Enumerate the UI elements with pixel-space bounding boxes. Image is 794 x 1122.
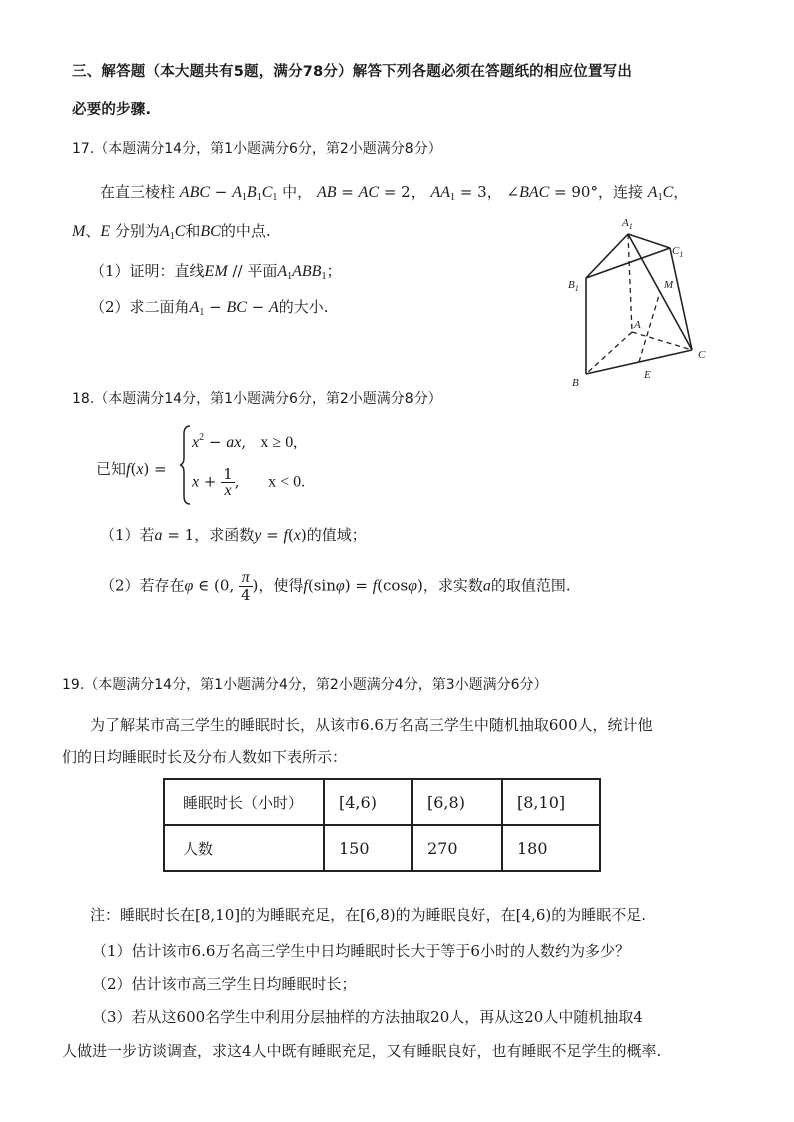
q17-number: 17.	[72, 141, 95, 157]
piecewise-case1: $x^2$ − ax, x ≥ 0,	[192, 432, 298, 451]
sleep-table	[163, 778, 601, 872]
table-cell: [8,10]	[502, 779, 600, 825]
edge-AB-hidden	[586, 332, 632, 374]
table-cell: 睡眠时长（小时）	[164, 779, 324, 825]
q18-number: 18.	[72, 391, 95, 407]
q19-number: 19.	[62, 677, 85, 693]
q17-intro-line2: M、E 分别为$A_1C$和BC的中点.	[72, 222, 271, 242]
label-B: B	[572, 377, 579, 389]
table-cell: [6,8)	[412, 779, 502, 825]
label-M: M	[664, 279, 674, 291]
table-cell: 180	[502, 825, 600, 871]
q18-score: （本题满分14分，第1小题满分6分，第2小题满分8分）	[94, 391, 442, 407]
q17-score: （本题满分14分，第1小题满分6分，第2小题满分8分）	[94, 141, 442, 157]
segment-EM-hidden	[639, 292, 660, 362]
label-A: A	[634, 319, 641, 331]
piecewise-brace	[180, 424, 192, 506]
q18-part1: （1）若a = 1，求函数y = f(x)的值域；	[100, 526, 367, 544]
q19-part3-cont: 人做进一步访谈调查，求这4人中既有睡眠充足，又有睡眠良好，也有睡眠不足学生的概率.	[62, 1042, 662, 1060]
q19-part3: （3）若从这600名学生中利用分层抽样的方法抽取20人，再从这20人中随机抽取4	[92, 1008, 643, 1026]
table-row	[164, 825, 600, 871]
edge-A1A-hidden	[628, 234, 632, 332]
q18-header	[72, 388, 442, 408]
q17-part2: （2）求二面角$A_1$ − BC − A的大小.	[90, 298, 329, 318]
label-C: C	[698, 349, 706, 361]
label-A1: $A_1$	[622, 217, 633, 231]
edge-B1C1	[586, 248, 670, 278]
piecewise-case2: x + $\frac{1}{x}$ , x < 0.	[192, 465, 306, 499]
table-cell: 150	[324, 825, 412, 871]
label-E: E	[644, 369, 651, 381]
q19-part1: （1）估计该市6.6万名高三学生中日均睡眠时长大于等于6小时的人数约为多少？	[92, 942, 630, 960]
label-B1: $B_1$	[568, 279, 579, 293]
q17-header	[72, 138, 442, 158]
section-heading-cont: 必要的步骤.	[72, 102, 152, 118]
q19-note: 注：睡眠时长在[8,10]的为睡眠充足，在[6,8)的为睡眠良好，在[4,6)的为睡眠不足.	[90, 906, 646, 924]
table-cell: [4,6)	[324, 779, 412, 825]
edge-C1C	[670, 248, 692, 350]
q19-header	[62, 674, 548, 694]
edge-B1A1	[586, 234, 628, 278]
prism-figure	[560, 208, 720, 390]
q19-intro-cont: 们的日均睡眠时长及分布人数如下表所示：	[62, 748, 348, 766]
table-header-row	[164, 779, 600, 825]
q19-intro: 为了解某市高三学生的睡眠时长，从该市6.6万名高三学生中随机抽取600人，统计他	[90, 716, 653, 734]
table-cell: 270	[412, 825, 502, 871]
q18-given: 已知f(x) =	[96, 460, 167, 478]
q19-part2: （2）估计该市高三学生日均睡眠时长；	[92, 975, 357, 993]
q17-part1: （1）证明：直线EM // 平面$A_1ABB_1$；	[90, 262, 342, 282]
table-cell: 人数	[164, 825, 324, 871]
q17-intro: 在直三棱柱 ABC − $A_1B_1C_1$ 中， AB = AC = 2， $AA_1 = 3$， ∠BAC = 90°，连接 $A_1C$，	[100, 183, 689, 203]
q18-part2: （2）若存在φ ∈ (0, $\frac{\pi}{4}$ )，使得f(sinφ) = f(cosφ)，求实数a的取值范围.	[100, 569, 571, 604]
section-heading: 三、解答题（本大题共有5题，满分78分）解答下列各题必须在答题纸的相应位置写出	[72, 64, 633, 80]
q19-score: （本题满分14分，第1小题满分4分，第2小题满分4分，第3小题满分6分）	[84, 677, 548, 693]
label-C1: $C_1$	[672, 245, 684, 259]
